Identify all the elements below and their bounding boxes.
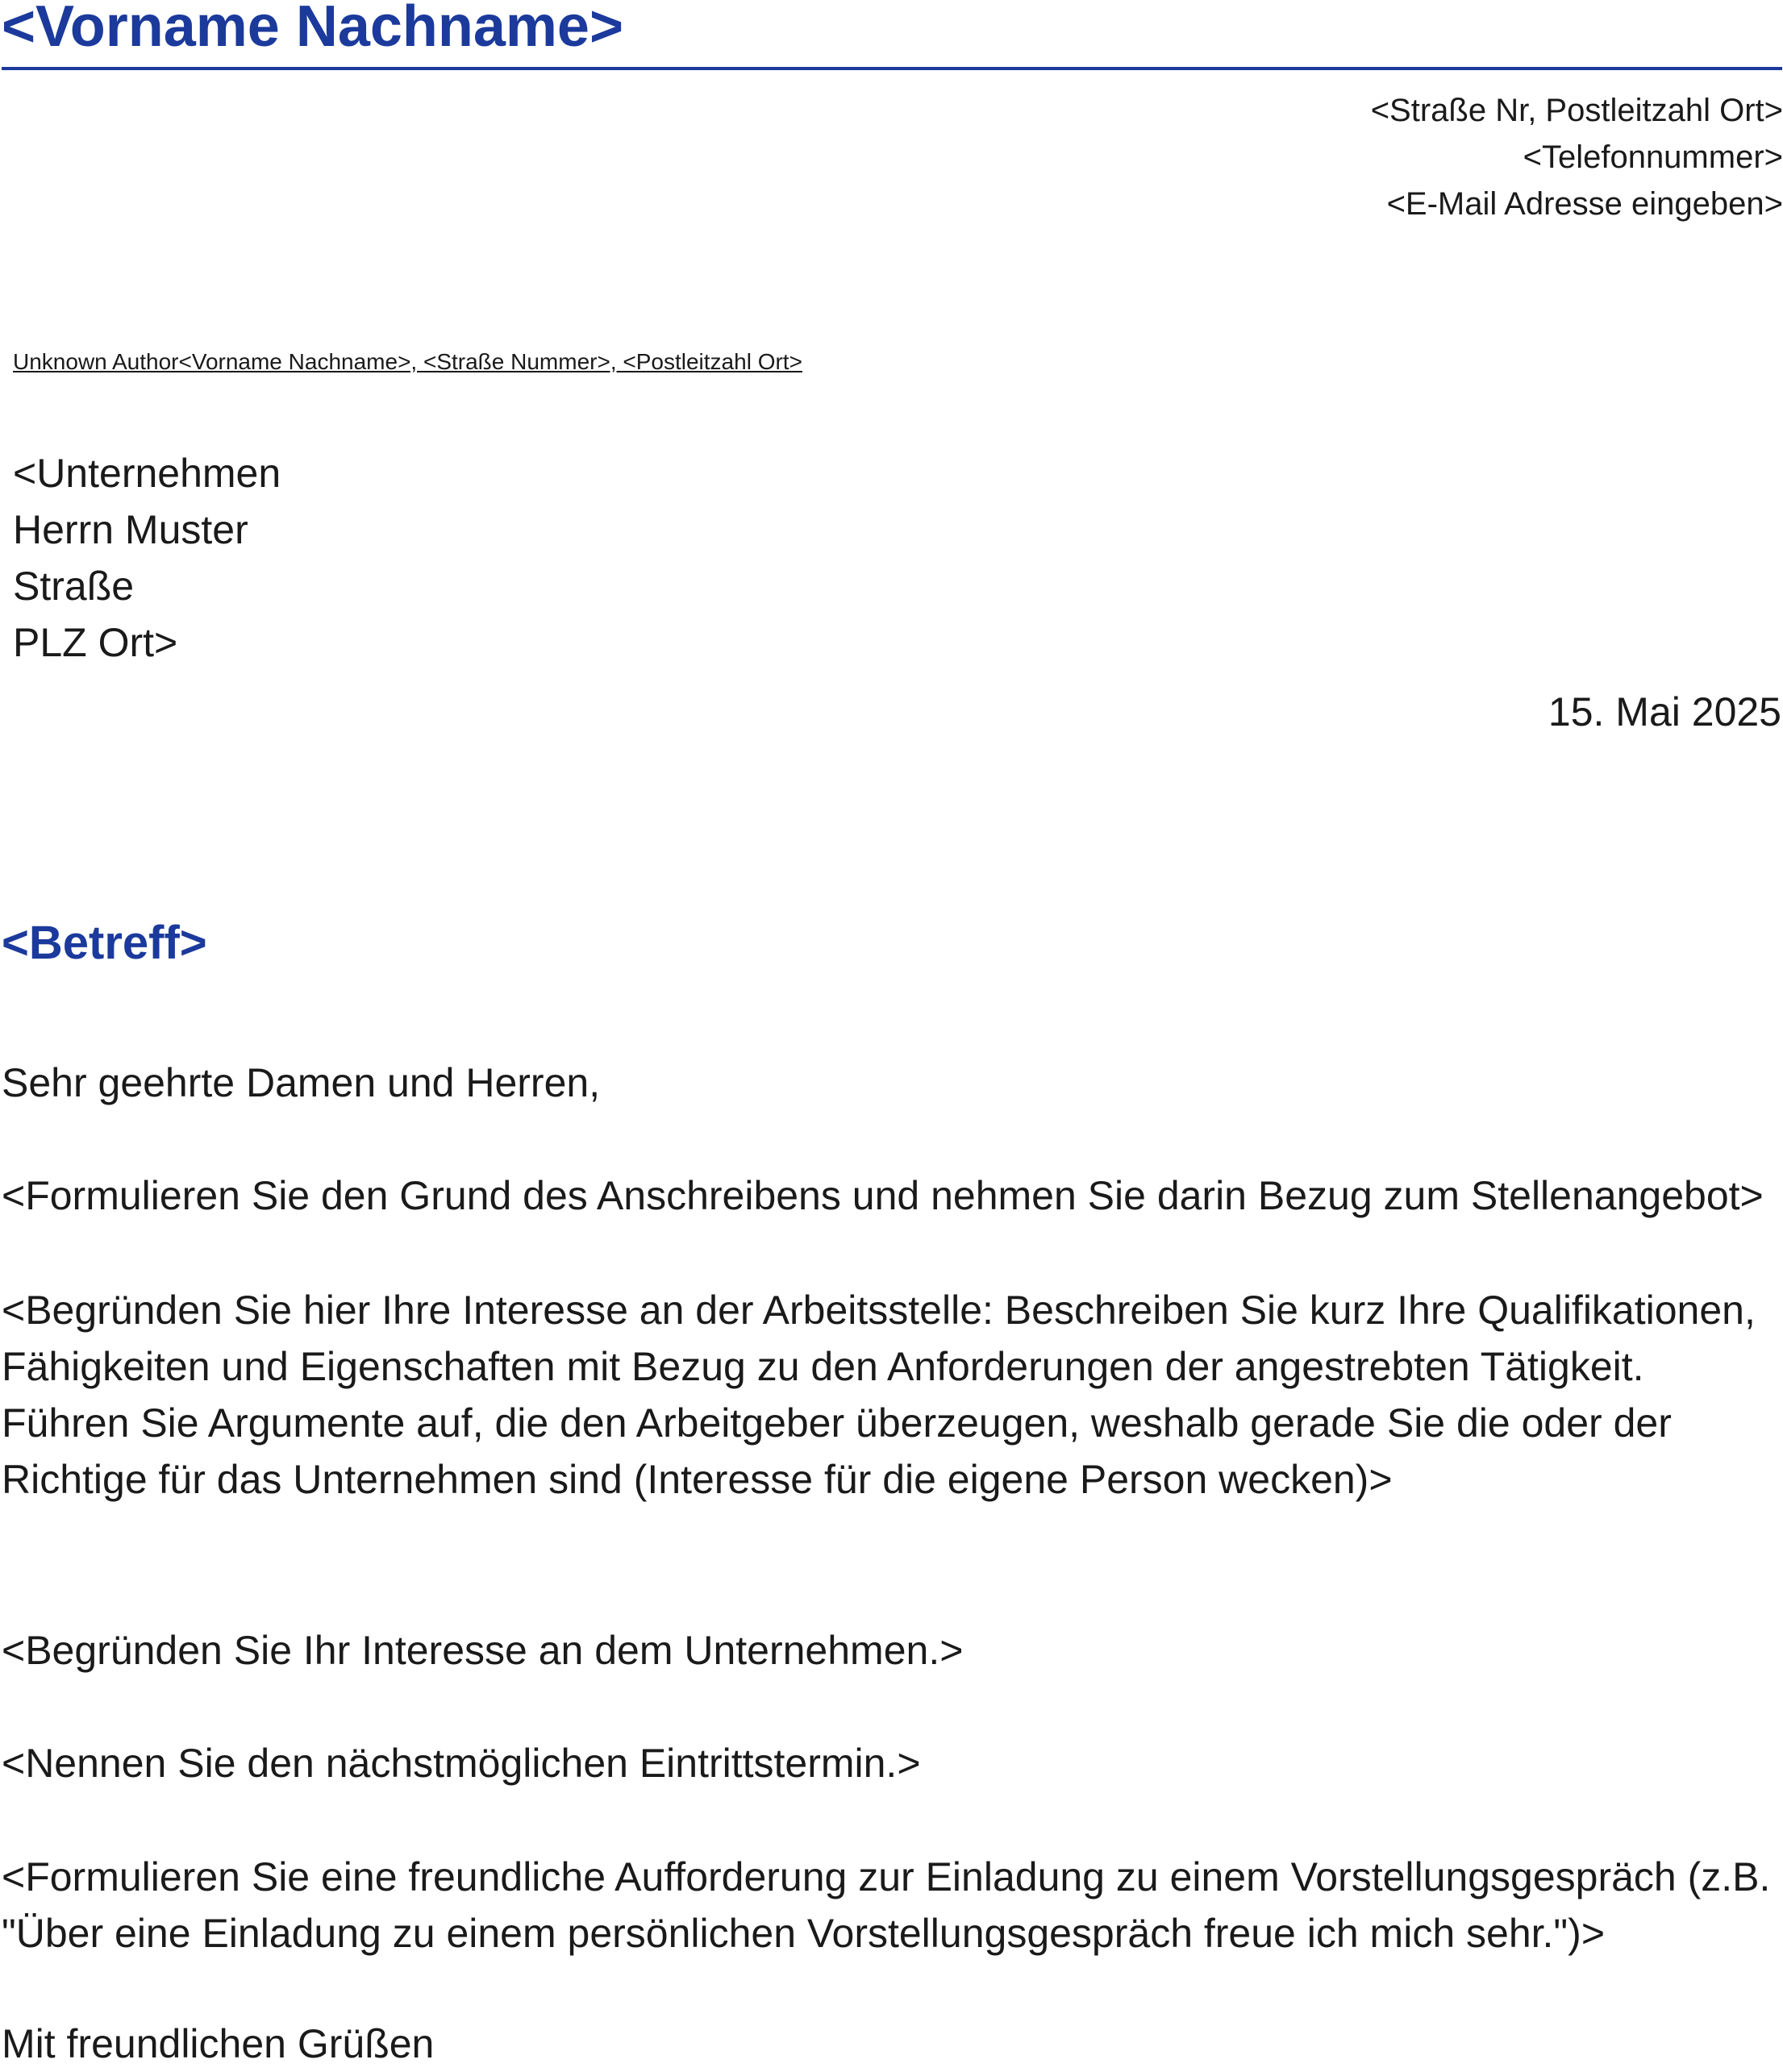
recipient-city[interactable]: PLZ Ort>	[13, 620, 178, 665]
header-divider	[2, 67, 1782, 70]
paragraph-start-date[interactable]: <Nennen Sie den nächstmöglichen Eintrittstermin.>	[2, 1741, 921, 1786]
paragraph-interview-request[interactable]: <Formulieren Sie eine freundliche Aufforderung zur Einladung zu einem Vorstellungsgespräch (z.B. "Über eine Einladung zu einem persönlichen Vorstellungsgespräch freue ich mich sehr.")>	[2, 1854, 1771, 1956]
letter-date[interactable]: 15. Mai 2025	[1548, 689, 1781, 734]
recipient-street[interactable]: Straße	[13, 564, 135, 609]
contact-phone[interactable]: <Telefonnummer>	[1523, 139, 1783, 175]
letter-subject[interactable]: <Betreff>	[2, 917, 207, 969]
recipient-address-block	[13, 445, 281, 671]
contact-info-block	[1371, 87, 1783, 227]
paragraph-reason[interactable]: <Formulieren Sie den Grund des Anschreibens und nehmen Sie darin Bezug zum Stellenangebot>	[2, 1173, 1764, 1218]
contact-address[interactable]: <Straße Nr, Postleitzahl Ort>	[1370, 93, 1783, 128]
contact-email[interactable]: <E-Mail Adresse eingeben>	[1386, 186, 1783, 222]
recipient-company[interactable]: <Unternehmen	[13, 451, 281, 496]
sender-return-address[interactable]: Unknown Author<Vorname Nachname>, <Straße Nummer>, <Postleitzahl Ort>	[13, 349, 802, 374]
applicant-name-heading[interactable]: <Vorname Nachname>	[2, 0, 624, 59]
letter-closing[interactable]: Mit freundlichen Grüßen	[2, 2021, 435, 2066]
paragraph-company-interest[interactable]: <Begründen Sie Ihr Interesse an dem Unternehmen.>	[2, 1628, 964, 1673]
paragraph-qualifications[interactable]: <Begründen Sie hier Ihre Interesse an der Arbeitsstelle: Beschreiben Sie kurz Ihre Qualifikationen, Fähigkeiten und Eigenschaften mit Bezug zu den Anforderungen der angestrebten Tätigkeit. Führen Sie Argumente auf, die den Arbeitgeber überzeugen, weshalb gerade Sie die oder der Richtige für das Unternehmen sind (Interesse für die eigene Person wecken)>	[2, 1288, 1756, 1502]
letter-salutation[interactable]: Sehr geehrte Damen und Herren,	[2, 1060, 601, 1105]
recipient-person[interactable]: Herrn Muster	[13, 507, 248, 552]
